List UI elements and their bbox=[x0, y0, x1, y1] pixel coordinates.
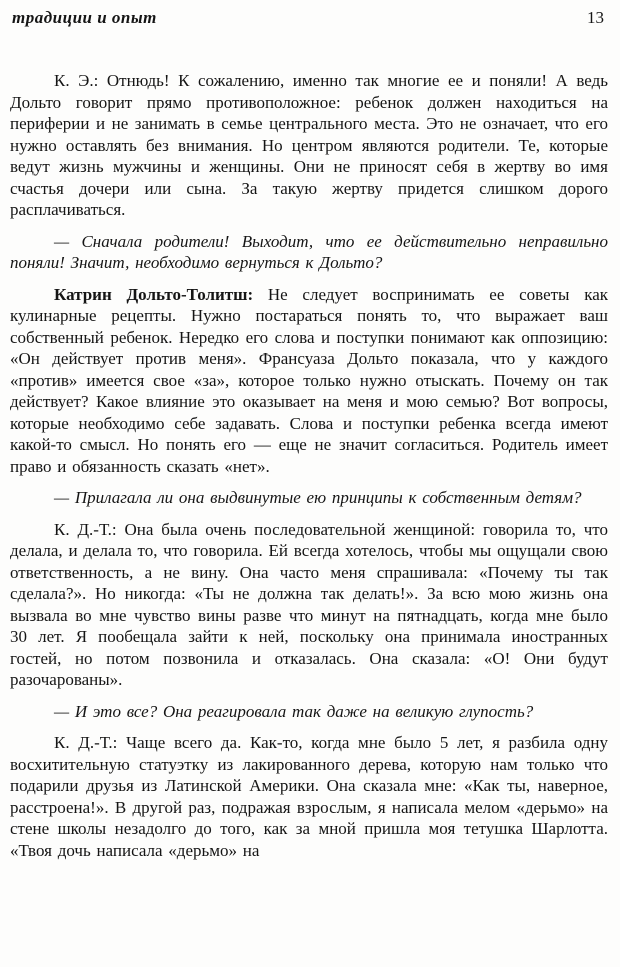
interview-answer-paragraph: К. Э.: Отнюдь! К сожалению, именно так многие ее и поняли! А ведь Дольто говорит прямо противоположное: ребенок должен находиться на периферии и не занимать в семье центрального места. Это не означает, что его нужно оставлять без внимания. Но центром являются родители. Те, которые ведут жизнь мужчины и женщины. Они не приносят себя в жертву во имя счастья дочери или сына. За такую жертву придется слишком дорого расплачиваться. bbox=[10, 71, 608, 219]
interview-answer-paragraph: К. Д.-Т.: Она была очень последовательной женщиной: говорила то, что делала, и делала то, что говорила. Ей всегда хотелось, чтобы мы ощущали свою ответственность, а не вину. Она часто меня спрашивала: «Почему ты так сделала?». Но никогда: «Ты не должна так делать!». За всю мою жизнь она вызвала во мне чувство вины разве что минут на пятнадцать, когда мне было 30 лет. Я пообещала зайти к ней, поскольку она принимала иностранных гостей, но потом позвонила и отказалась. Она сказала: «О! Они будут разочарованы». bbox=[10, 519, 608, 689]
paragraph-list bbox=[10, 70, 608, 861]
interview-question-paragraph: — И это все? Она реагировала так даже на великую глупость? bbox=[54, 701, 534, 721]
interview-question-paragraph: — Прилагала ли она выдвинутые ею принципы к собственным детям? bbox=[54, 488, 582, 507]
interview-answer-paragraph: Катрин Дольто-Толитш: Не следует воспринимать ее советы как кулинарные рецепты. Нужно постараться понять то, что выражает ваш собственный ребенок. Нередко его слова и поступки понимают как оппозицию: «Он действует против меня». Франсуаза Дольто показала, что у каждого «против» имеется свое «за», которое только нужно отыскать. Почему он так действует? Какое влияние это оказывает на меня и мою семью? Вот вопросы, которые необходимо себе задавать. Слова и поступки ребенка всегда имеют какой-то смысл. Но понять его — еще не значит согласиться. Родитель имеет право и обязанность сказать «нет». bbox=[10, 284, 608, 476]
interview-question-paragraph: — Сначала родители! Выходит, что ее действительно неправильно поняли! Значит, необходимо вернуться к Дольто? bbox=[10, 231, 608, 272]
page-number: 13 bbox=[587, 8, 604, 27]
page-header bbox=[10, 8, 608, 28]
speaker-name: Катрин Дольто-Толитш: bbox=[54, 284, 254, 304]
running-title: традиции и опыт bbox=[12, 8, 157, 27]
interview-answer-paragraph: К. Д.-Т.: Чаще всего да. Как-то, когда мне было 5 лет, я разбила одну восхитительную статуэтку из лакированного дерева, которую нам только что подарили друзья из Латинской Америки. Она сказала мне: «Как ты, наверное, расстроена!». В другой раз, подражая взрослым, я написала мелом «дерьмо» на стене школы незадолго до того, как за мной пришла моя тетушка Шарлотта. «Твоя дочь написала «дерьмо» на bbox=[10, 733, 608, 860]
